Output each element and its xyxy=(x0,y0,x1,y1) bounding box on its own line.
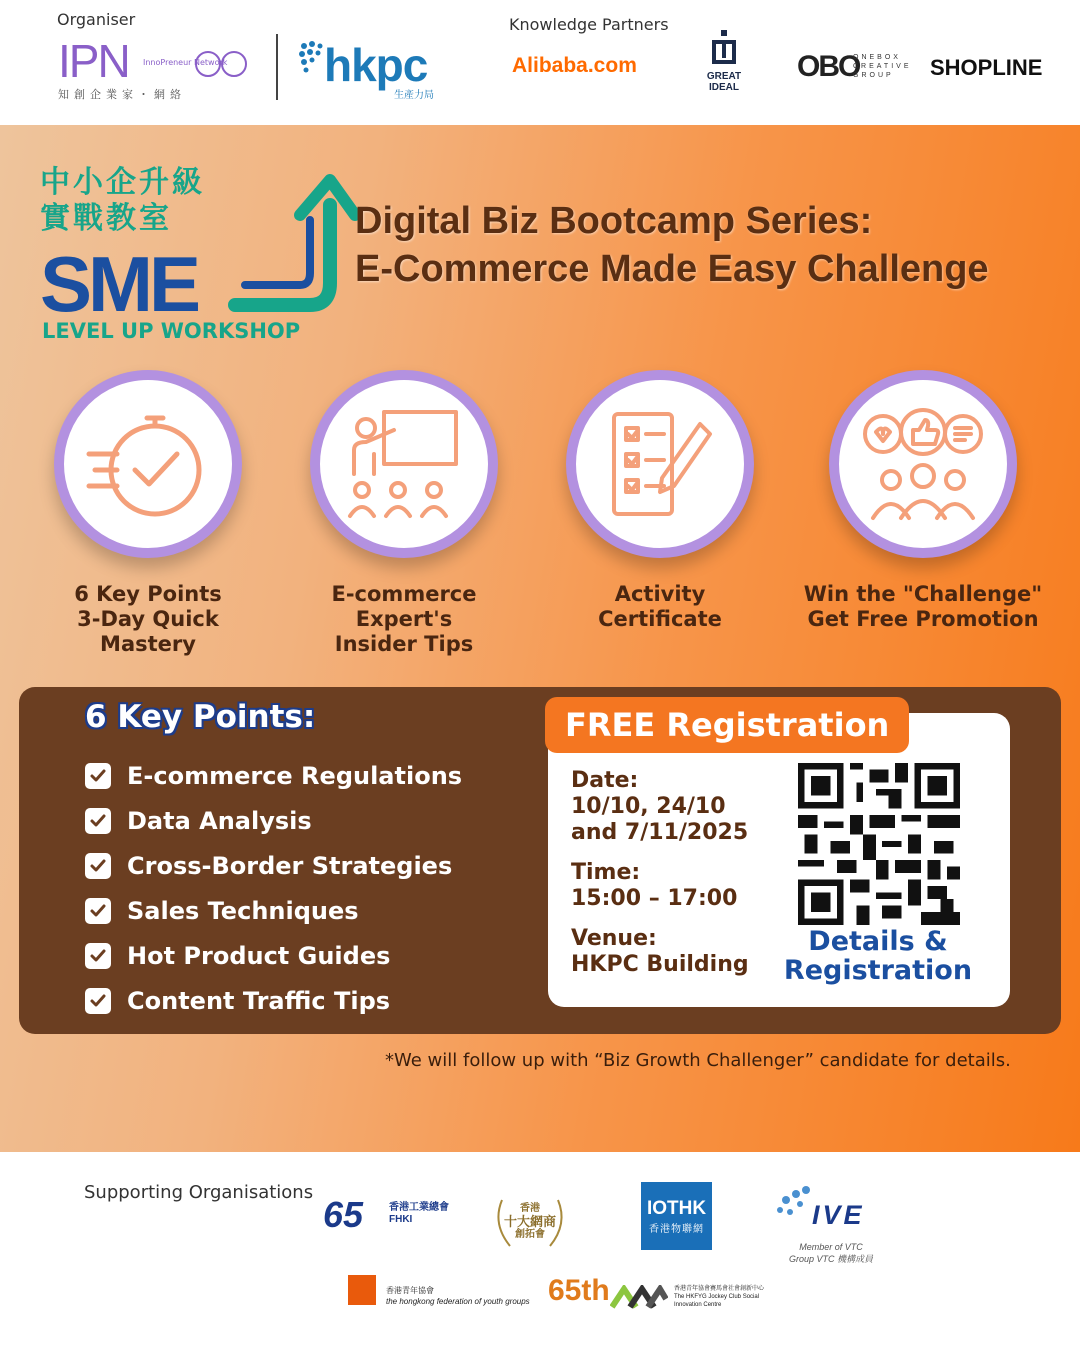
jcsic-mark-icon xyxy=(610,1285,668,1309)
ipn-logo[interactable] xyxy=(58,35,258,101)
header xyxy=(0,0,1080,125)
feature-circle xyxy=(54,370,242,558)
list-item xyxy=(85,798,462,843)
ipn-sub: InnoPreneur Network xyxy=(143,58,228,67)
sme-mark: SME xyxy=(40,240,198,328)
top-ten-text xyxy=(488,1202,572,1241)
presentation-icon xyxy=(344,404,464,524)
jcsic-en: The HKFYG Jockey Club Social Innovation Centre xyxy=(674,1294,760,1308)
feature-line: Expert's xyxy=(355,607,453,631)
list-item-text: Sales Techniques xyxy=(127,896,359,925)
venue-value: HKPC Building xyxy=(571,952,749,977)
feature-circle xyxy=(566,370,754,558)
list-item xyxy=(85,843,462,888)
ipn-mark: IPN xyxy=(58,35,129,87)
onebox-sub: ONEBOX CREATIVE GROUP xyxy=(853,54,912,79)
65th-anniversary-logo[interactable]: 65th xyxy=(548,1274,610,1307)
hkfyg-cn: 香港青年協會 xyxy=(386,1286,434,1295)
top-ten-line: 十大網商 xyxy=(503,1214,556,1229)
hkfyg-en: the hongkong federation of youth groups xyxy=(386,1297,530,1306)
time-label: Time: xyxy=(571,860,641,885)
list-item-text: Cross-Border Strategies xyxy=(127,851,453,880)
list-item xyxy=(85,753,462,798)
iothk-cn: 香港物聯網 xyxy=(649,1223,704,1235)
list-item-text: Hot Product Guides xyxy=(127,941,391,970)
feature-free-promotion xyxy=(800,370,1046,632)
feature-key-points xyxy=(33,370,263,657)
fhki-text xyxy=(389,1202,449,1226)
iothk-logo[interactable] xyxy=(641,1182,712,1250)
feature-label xyxy=(800,582,1046,632)
list-item xyxy=(85,978,462,1023)
infinity-loops-icon xyxy=(188,46,258,82)
feature-circle xyxy=(310,370,498,558)
checkbox-icon xyxy=(85,898,111,924)
feature-line: Activity xyxy=(614,582,706,606)
link-line: Details & xyxy=(808,926,948,957)
hkpc-logo[interactable] xyxy=(298,36,458,100)
main-title xyxy=(355,197,1075,293)
fhki-number: 65 xyxy=(323,1194,364,1235)
feature-label xyxy=(289,582,519,657)
footer xyxy=(0,1152,1080,1350)
date-block xyxy=(571,768,749,846)
hkfyg-mark xyxy=(348,1275,376,1305)
organiser-label: Organiser xyxy=(57,10,136,29)
jcsic-logo[interactable] xyxy=(610,1283,780,1313)
sme-cn-line1: 中小企升級 xyxy=(40,165,205,200)
iothk-mark: IOTHK xyxy=(646,1197,707,1219)
registration-card xyxy=(548,706,1010,1007)
key-points-panel xyxy=(19,687,1061,1034)
time-value: 15:00 – 17:00 xyxy=(571,886,738,911)
venue-label: Venue: xyxy=(571,926,657,951)
main-title-line2: E-Commerce Made Easy Challenge xyxy=(355,248,989,290)
main-panel xyxy=(0,125,1080,1152)
hkpc-chinese-name: 生產力局 xyxy=(394,90,434,101)
ive-mark: IVE xyxy=(812,1200,865,1230)
list-item-text: E-commerce Regulations xyxy=(127,761,463,790)
feature-line: 3-Day Quick xyxy=(77,607,219,631)
ive-logo[interactable] xyxy=(776,1184,876,1264)
hkfyg-text xyxy=(386,1285,530,1307)
date-value: and 7/11/2025 xyxy=(571,820,749,845)
great-ideal-logo[interactable] xyxy=(694,30,754,96)
sme-level-up-logo xyxy=(40,165,360,355)
jcsic-text xyxy=(674,1285,780,1309)
top-ten-eshop-logo[interactable] xyxy=(488,1188,572,1254)
hkpc-mark: hkpc xyxy=(324,39,428,91)
feature-expert-tips xyxy=(289,370,519,657)
checkbox-icon xyxy=(85,988,111,1014)
hkfyg-logo[interactable] xyxy=(348,1275,538,1315)
onebox-mark: OBO xyxy=(797,50,860,83)
knowledge-partners-label: Knowledge Partners xyxy=(509,15,669,34)
feature-label xyxy=(545,582,775,632)
feature-line: 6 Key Points xyxy=(74,582,222,606)
hkpc-dots-icon xyxy=(298,40,324,76)
list-item-text: Data Analysis xyxy=(127,806,312,835)
checkbox-icon xyxy=(85,853,111,879)
qr-code[interactable] xyxy=(798,763,960,925)
alibaba-logo[interactable]: Alibaba.com xyxy=(512,54,637,77)
list-item xyxy=(85,888,462,933)
jcsic-cn: 香港青年協會賽馬會社會創新中心 xyxy=(674,1286,765,1292)
shopline-logo[interactable]: SHOPLINE xyxy=(930,55,1043,80)
list-item-text: Content Traffic Tips xyxy=(127,986,391,1015)
social-promotion-icon xyxy=(861,404,985,524)
feature-line: Insider Tips xyxy=(334,632,474,656)
up-arrow-icon xyxy=(215,165,360,315)
ipn-chinese-name: 知創企業家・網絡 xyxy=(58,88,186,101)
footnote: *We will follow up with “Biz Growth Challenger” candidate for details. xyxy=(385,1050,1011,1071)
supporting-label: Supporting Organisations xyxy=(84,1182,314,1203)
free-registration-banner[interactable]: FREE Registration xyxy=(545,697,909,753)
checkbox-icon xyxy=(85,808,111,834)
key-points-list xyxy=(85,753,462,1023)
feature-line: Mastery xyxy=(100,632,196,656)
feature-certificate xyxy=(545,370,775,632)
checkbox-icon xyxy=(85,763,111,789)
checkbox-icon xyxy=(85,943,111,969)
feature-line: E-commerce xyxy=(331,582,477,606)
great-ideal-text: GREAT IDEAL xyxy=(706,71,742,93)
date-label: Date: xyxy=(571,768,639,793)
main-title-line1: Digital Biz Bootcamp Series: xyxy=(355,200,873,242)
fhki-cn: 香港工業總會 xyxy=(389,1202,449,1213)
venue-block xyxy=(571,926,749,978)
event-info xyxy=(571,768,749,992)
time-block xyxy=(571,860,749,912)
feature-line: Get Free Promotion xyxy=(807,607,1039,631)
ive-dots-icon xyxy=(776,1184,816,1218)
great-ideal-icon xyxy=(711,30,737,66)
top-ten-line: 創拓會 xyxy=(515,1229,545,1240)
fhki-logo[interactable] xyxy=(323,1196,453,1236)
feature-circle xyxy=(829,370,1017,558)
onebox-logo[interactable] xyxy=(797,50,912,84)
feature-label xyxy=(33,582,263,657)
feature-line: Win the "Challenge" xyxy=(803,582,1043,606)
feature-line: Certificate xyxy=(598,607,722,631)
link-line: Registration xyxy=(783,955,973,986)
list-item xyxy=(85,933,462,978)
checklist-icon xyxy=(600,404,720,524)
stopwatch-check-icon xyxy=(83,404,213,524)
details-registration-link[interactable] xyxy=(778,927,978,985)
ive-sub: Member of VTC Group VTC 機構成員 xyxy=(788,1242,873,1264)
fhki-en: FHKI xyxy=(389,1214,413,1225)
top-ten-line: 香港 xyxy=(520,1203,540,1214)
sme-workshop-label: LEVEL UP WORKSHOP xyxy=(42,319,301,343)
logo-divider xyxy=(276,34,278,100)
sme-cn-line2: 實戰教室 xyxy=(40,201,172,236)
key-points-title: 6 Key Points: xyxy=(85,699,316,735)
date-value: 10/10, 24/10 xyxy=(571,794,726,819)
